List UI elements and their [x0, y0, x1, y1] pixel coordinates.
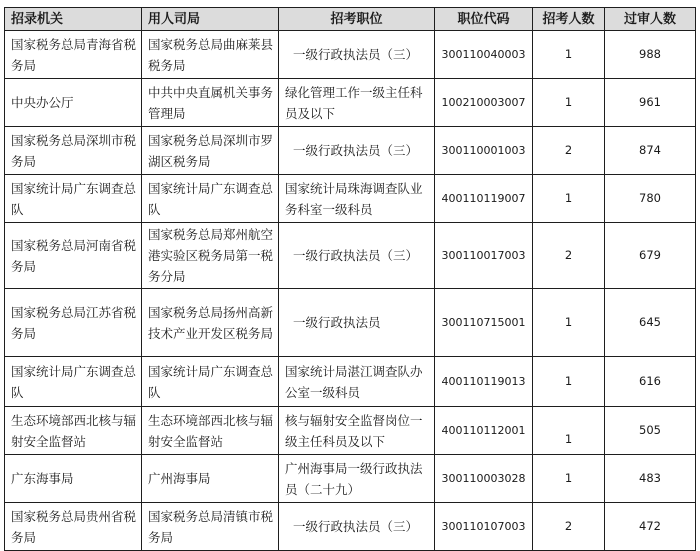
cell-quota: 1 — [533, 455, 605, 503]
table-row — [5, 289, 696, 357]
cell-passed: 679 — [605, 223, 696, 289]
cell-position: 一级行政执法员 — [279, 289, 435, 357]
cell-quota: 1 — [533, 79, 605, 127]
cell-position: 国家统计局珠海调查队业务科室一级科员 — [279, 175, 435, 223]
cell-bureau: 国家税务总局扬州高新技术产业开发区税务局 — [142, 289, 279, 357]
cell-quota: 2 — [533, 503, 605, 551]
cell-agency: 中央办公厅 — [5, 79, 142, 127]
cell-quota: 2 — [533, 223, 605, 289]
cell-bureau: 广州海事局 — [142, 455, 279, 503]
header-agency: 招录机关 — [5, 8, 142, 31]
table-row — [5, 357, 696, 407]
cell-passed: 780 — [605, 175, 696, 223]
table-row — [5, 223, 696, 289]
cell-bureau: 国家税务总局郑州航空港实验区税务局第一税务分局 — [142, 223, 279, 289]
cell-code: 300110715001 — [435, 289, 533, 357]
table-row — [5, 455, 696, 503]
cell-passed: 472 — [605, 503, 696, 551]
header-passed: 过审人数 — [605, 8, 696, 31]
cell-agency: 国家税务总局江苏省税务局 — [5, 289, 142, 357]
cell-position: 国家统计局湛江调查队办公室一级科员 — [279, 357, 435, 407]
cell-bureau: 中共中央直属机关事务管理局 — [142, 79, 279, 127]
cell-passed: 874 — [605, 127, 696, 175]
cell-agency: 国家统计局广东调查总队 — [5, 357, 142, 407]
table-row — [5, 503, 696, 551]
cell-agency: 国家税务总局青海省税务局 — [5, 31, 142, 79]
cell-position: 核与辐射安全监督岗位一级主任科员及以下 — [279, 407, 435, 455]
cell-position: 一级行政执法员（三） — [279, 223, 435, 289]
cell-position: 绿化管理工作一级主任科员及以下 — [279, 79, 435, 127]
cell-quota: 1 — [533, 407, 605, 455]
cell-agency: 生态环境部西北核与辐射安全监督站 — [5, 407, 142, 455]
cell-passed: 505 — [605, 407, 696, 455]
cell-agency: 国家税务总局深圳市税务局 — [5, 127, 142, 175]
cell-code: 400110119007 — [435, 175, 533, 223]
cell-agency: 广东海事局 — [5, 455, 142, 503]
cell-position: 一级行政执法员（三） — [279, 503, 435, 551]
cell-code: 300110040003 — [435, 31, 533, 79]
cell-position: 一级行政执法员（三） — [279, 31, 435, 79]
cell-agency: 国家税务总局贵州省税务局 — [5, 503, 142, 551]
cell-quota: 1 — [533, 31, 605, 79]
cell-passed: 988 — [605, 31, 696, 79]
cell-agency: 国家统计局广东调查总队 — [5, 175, 142, 223]
data-table-container — [4, 7, 695, 551]
header-position: 招考职位 — [279, 8, 435, 31]
table-header-row — [5, 8, 696, 31]
cell-code: 300110003028 — [435, 455, 533, 503]
recruitment-table — [4, 7, 696, 551]
cell-code: 100210003007 — [435, 79, 533, 127]
cell-bureau: 国家税务总局深圳市罗湖区税务局 — [142, 127, 279, 175]
cell-quota: 1 — [533, 175, 605, 223]
cell-bureau: 国家税务总局清镇市税务局 — [142, 503, 279, 551]
cell-position: 一级行政执法员（三） — [279, 127, 435, 175]
cell-passed: 483 — [605, 455, 696, 503]
cell-passed: 961 — [605, 79, 696, 127]
cell-agency: 国家税务总局河南省税务局 — [5, 223, 142, 289]
cell-bureau: 生态环境部西北核与辐射安全监督站 — [142, 407, 279, 455]
cell-code: 400110112001 — [435, 407, 533, 455]
cell-bureau: 国家税务总局曲麻莱县税务局 — [142, 31, 279, 79]
cell-quota: 1 — [533, 289, 605, 357]
cell-code: 300110017003 — [435, 223, 533, 289]
header-bureau: 用人司局 — [142, 8, 279, 31]
cell-quota: 1 — [533, 357, 605, 407]
header-quota: 招考人数 — [533, 8, 605, 31]
cell-quota: 2 — [533, 127, 605, 175]
cell-code: 300110107003 — [435, 503, 533, 551]
table-row — [5, 407, 696, 455]
cell-position: 广州海事局一级行政执法员（二十九） — [279, 455, 435, 503]
header-code: 职位代码 — [435, 8, 533, 31]
cell-bureau: 国家统计局广东调查总队 — [142, 175, 279, 223]
cell-bureau: 国家统计局广东调查总队 — [142, 357, 279, 407]
table-row — [5, 175, 696, 223]
cell-passed: 645 — [605, 289, 696, 357]
table-row — [5, 127, 696, 175]
cell-code: 300110001003 — [435, 127, 533, 175]
table-row — [5, 79, 696, 127]
cell-passed: 616 — [605, 357, 696, 407]
cell-code: 400110119013 — [435, 357, 533, 407]
table-row — [5, 31, 696, 79]
